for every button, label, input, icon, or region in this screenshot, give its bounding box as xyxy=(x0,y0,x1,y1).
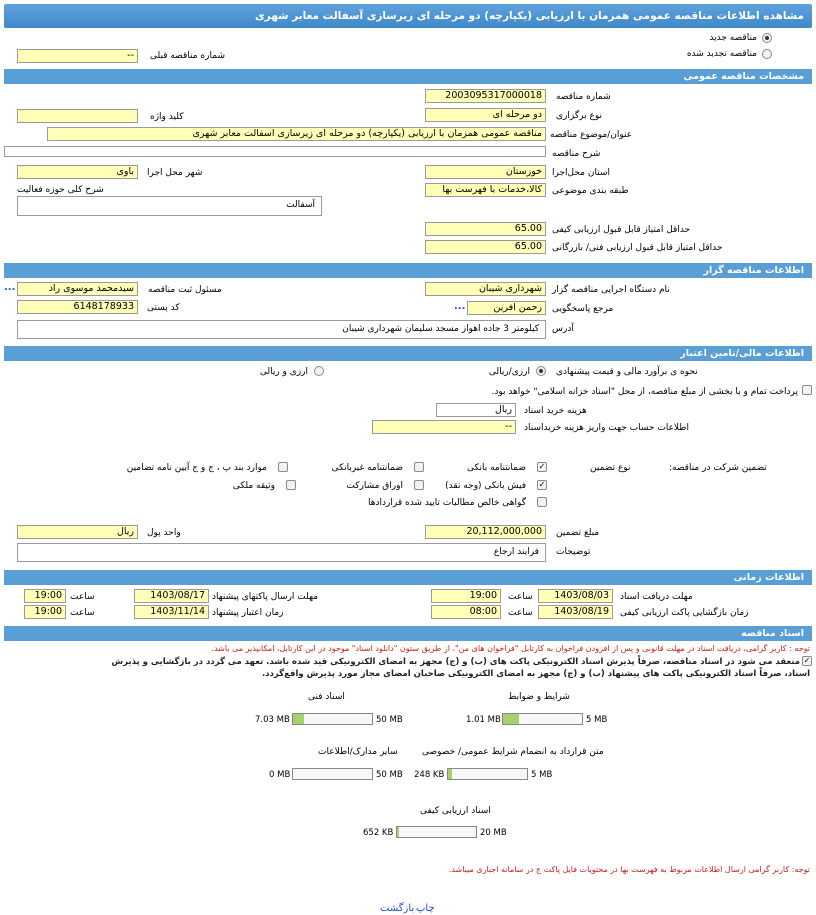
file-other-max: 50 MB xyxy=(376,770,403,780)
file-contract-size[interactable]: 248 KB xyxy=(414,770,445,780)
subject-label: عنوان/موضوع مناقصه xyxy=(550,130,633,140)
doc-deadline-date[interactable]: 1403/08/03 xyxy=(538,589,613,603)
quality-open-label: زمان بازگشایی پاکت ارزیابی کیفی xyxy=(620,608,749,618)
currency-label: واحد پول xyxy=(147,528,181,538)
min-tech-field[interactable]: 65.00 xyxy=(425,240,546,254)
activity-label: شرح کلی حوزه فعالیت xyxy=(17,185,104,195)
terms-line-1: منعقد می شود در اسناد مناقصه، صرفاً پذیرش اسناد الکترونیکی پاکت های (ب) و (ج) مجهز به امضای الکترونیکی قید شده باشد. تعهد می گردد در بازگشایی و پذیرش xyxy=(111,657,800,667)
docs-notice: توجه : کاربر گرامی، دریافت اسناد در مهلت قانونی و پس از افزودن فراخوان به کارتابل "فراخوان های من"، از طریق ستون "دانلود اسناد" موجود در این کارتابل، امکانپذیر می باشد. xyxy=(211,644,810,653)
doc-deadline-time-label: ساعت xyxy=(508,592,533,602)
amount-field[interactable]: 20,112,000,000 xyxy=(425,525,546,539)
file-contract-bar xyxy=(447,768,528,780)
reference-field[interactable]: رحمن آفرین xyxy=(467,301,546,315)
file-tech-fill xyxy=(293,714,304,724)
file-quality-size[interactable]: 652 KB xyxy=(363,828,394,838)
currency-field[interactable]: ریال xyxy=(17,525,138,539)
back-link[interactable]: بازگشت xyxy=(380,903,415,914)
org-section-header: اطلاعات مناقصه گزار xyxy=(4,263,812,278)
doc-fee-label: هزینه خرید اسناد xyxy=(524,406,587,416)
g3-label: موارد بند پ ، ج و ج آیین نامه تضامین xyxy=(126,463,267,473)
g5-checkbox[interactable] xyxy=(414,480,424,490)
g4-checkbox[interactable]: ✓ xyxy=(538,480,546,489)
file-other-name: سایر مدارک/اطلاعات xyxy=(318,747,398,757)
file-quality-name: اسناد ارزیابی کیفی xyxy=(420,806,491,816)
submit-label: مهلت ارسال پاکتهای پیشنهاد xyxy=(212,592,319,602)
footer-note: توجه: کاربر گرامی ارسال اطلاعات مربوط به فهرست بها در محتویات فایل پاکت ج در سامانه اجباری میباشد. xyxy=(448,865,810,874)
min-tech-label: حداقل امتیاز قابل قبول ارزیابی فنی/ بازرگانی xyxy=(552,243,723,253)
file-terms-max: 5 MB xyxy=(586,715,608,725)
quality-open-time-label: ساعت xyxy=(508,608,533,618)
g5-label: اوراق مشارکت xyxy=(346,481,403,491)
g7-checkbox[interactable] xyxy=(537,497,547,507)
estimate-label: نحوه ی برآورد مالی و قیمت پیشنهادی xyxy=(556,367,698,377)
doc-deadline-label: مهلت دریافت اسناد xyxy=(620,592,693,602)
g1-checkbox[interactable]: ✓ xyxy=(538,462,546,471)
g6-checkbox[interactable] xyxy=(286,480,296,490)
docs-section-header: اسناد مناقصه xyxy=(4,626,812,641)
address-label: آدرس xyxy=(552,324,574,334)
submit-date[interactable]: 1403/08/17 xyxy=(134,589,209,603)
validity-date[interactable]: 1403/11/14 xyxy=(134,605,209,619)
file-terms-size[interactable]: 1.01 MB xyxy=(466,715,501,725)
g2-checkbox[interactable] xyxy=(414,462,424,472)
validity-time-label: ساعت xyxy=(70,608,95,618)
min-quality-field[interactable]: 65.00 xyxy=(425,222,546,236)
quality-open-time[interactable]: 08:00 xyxy=(431,605,501,619)
keyword-field[interactable] xyxy=(17,109,138,123)
category-label: طبقه بندی موضوعی xyxy=(552,186,629,196)
keyword-label: کلید واژه xyxy=(150,112,184,122)
quality-open-date[interactable]: 1403/08/19 xyxy=(538,605,613,619)
file-tech-max: 50 MB xyxy=(376,715,403,725)
prev-tender-label: شماره مناقصه قبلی xyxy=(150,51,225,61)
doc-fee-field[interactable]: ریال xyxy=(436,403,516,417)
notes-field[interactable]: فرایند ارجاع xyxy=(17,543,546,562)
file-terms-fill xyxy=(503,714,519,724)
g1-label: ضمانتنامه بانکی xyxy=(467,463,526,473)
g7-label: گواهی خالص مطالبات تایید شده قراردادها xyxy=(368,498,526,508)
responsible-field[interactable]: سیدمحمد موسوی راد xyxy=(17,282,138,296)
tender-number-field[interactable]: 2003095317000018 xyxy=(425,89,546,103)
g4-label: فیش بانکی (وجه نقد) xyxy=(445,481,526,491)
treasury-checkbox[interactable] xyxy=(802,385,812,395)
min-quality-label: حداقل امتیاز قابل قبول ارزیابی کیفی xyxy=(552,225,691,235)
file-quality-fill xyxy=(397,827,399,837)
timing-section-header: اطلاعات زمانی xyxy=(4,570,812,585)
file-contract-fill xyxy=(448,769,452,779)
method-label: نوع برگزاری xyxy=(556,111,602,121)
new-tender-radio[interactable] xyxy=(762,33,772,43)
postal-field[interactable]: 6148178933 xyxy=(17,300,138,314)
prev-tender-field[interactable]: -- xyxy=(17,49,138,63)
file-other-bar xyxy=(292,768,373,780)
general-section-header: مشخصات مناقصه عمومی xyxy=(4,69,812,84)
responsible-more-link[interactable]: ... xyxy=(4,282,16,293)
executor-label: نام دستگاه اجرایی مناقصه گزار xyxy=(552,285,670,295)
print-link[interactable]: چاپ xyxy=(416,903,435,914)
guarantee-label: تضمین شرکت در مناقصه: xyxy=(669,463,767,473)
file-quality-bar xyxy=(396,826,477,838)
doc-deadline-time[interactable]: 19:00 xyxy=(431,589,501,603)
city-label: شهر محل اجرا xyxy=(147,168,203,178)
account-field[interactable]: -- xyxy=(372,420,516,434)
file-tech-size[interactable]: 7.03 MB xyxy=(255,715,290,725)
reference-label: مرجع پاسخگویی xyxy=(552,304,614,314)
reference-more-link[interactable]: ... xyxy=(454,301,466,312)
terms-checkbox[interactable]: ✓ xyxy=(803,656,811,665)
account-label: اطلاعات حساب جهت واریز هزینه خریداسناد xyxy=(524,423,689,433)
renewed-tender-label: مناقصه تجدید شده xyxy=(686,49,757,59)
fx-radio[interactable] xyxy=(314,366,324,376)
activity-field[interactable]: آسفالت xyxy=(17,196,322,216)
treasury-text: پرداخت تمام و یا بخشی از مبلغ مناقصه، از محل "اسناد خزانه اسلامی" خواهد بود. xyxy=(491,387,798,397)
province-field[interactable]: خوزستان xyxy=(425,165,546,179)
file-contract-max: 5 MB xyxy=(531,770,553,780)
g3-checkbox[interactable] xyxy=(278,462,288,472)
notes-label: توضیحات xyxy=(556,547,591,557)
province-label: استان محل‌اجرا xyxy=(552,168,610,178)
finance-section-header: اطلاعات مالی/تامین اعتبار xyxy=(4,346,812,361)
file-terms-name: شرایط و ضوابط xyxy=(508,692,570,702)
tender-number-label: شماره مناقصه xyxy=(556,92,611,102)
method-field[interactable]: دو مرحله ای xyxy=(425,108,546,122)
amount-label: مبلغ تضمین xyxy=(556,528,600,538)
postal-label: کد پستی xyxy=(147,303,180,313)
submit-time-label: ساعت xyxy=(70,592,95,602)
page-title: مشاهده اطلاعات مناقصه عمومی همزمان با ارزیابی (یکپارچه) دو مرحله ای زیرسازی آسفالت معابر شهری xyxy=(4,4,812,28)
category-field[interactable]: کالا،خدمات با فهرست بها xyxy=(425,183,546,197)
g6-label: وثیقه ملکی xyxy=(232,481,275,491)
submit-time[interactable]: 19:00 xyxy=(24,589,66,603)
rial-radio[interactable] xyxy=(536,366,546,376)
file-other-size[interactable]: 0 MB xyxy=(269,770,291,780)
validity-time[interactable]: 19:00 xyxy=(24,605,66,619)
desc-field[interactable] xyxy=(4,146,546,157)
desc-label: شرح مناقصه xyxy=(552,149,601,159)
file-terms-bar xyxy=(502,713,583,725)
validity-label: زمان اعتبار پیشنهاد xyxy=(212,608,284,618)
city-field[interactable]: باوی xyxy=(17,165,138,179)
address-field[interactable]: کیلومتر 3 جاده اهواز مسجد سلیمان شهرداری شیبان xyxy=(17,320,546,339)
rial-radio-label: ارزی/ریالی xyxy=(488,367,530,377)
g2-label: ضمانتنامه غیربانکی xyxy=(331,463,403,473)
file-tech-bar xyxy=(292,713,373,725)
file-quality-max: 20 MB xyxy=(480,828,507,838)
file-tech-name: اسناد فنی xyxy=(308,692,345,702)
guarantee-type-label: نوع تضمین xyxy=(590,463,631,473)
renewed-tender-radio[interactable] xyxy=(762,49,772,59)
new-tender-label: مناقصه جدید xyxy=(709,33,757,43)
terms-line-2: اسناد، صرفاً اسناد الکترونیکی پاکت های پیشنهاد (ب) و (ج) مجهز به امضای الکترونیکی صاحبان امضای مجاز مورد پذیرش واقع‌گردد. xyxy=(261,669,810,679)
responsible-label: مسئول ثبت مناقصه xyxy=(148,285,222,295)
fx-radio-label: ارزی و ریالی xyxy=(259,367,308,377)
executor-field[interactable]: شهرداری شیبان xyxy=(425,282,546,296)
file-contract-name: متن قرارداد به انضمام شرایط عمومی/ خصوصی xyxy=(422,747,604,757)
subject-field[interactable]: مناقصه عمومی همزمان با ارزیابی (یکپارچه) دو مرحله ای زیرسازی آسفالت معابر شهری xyxy=(47,127,546,141)
